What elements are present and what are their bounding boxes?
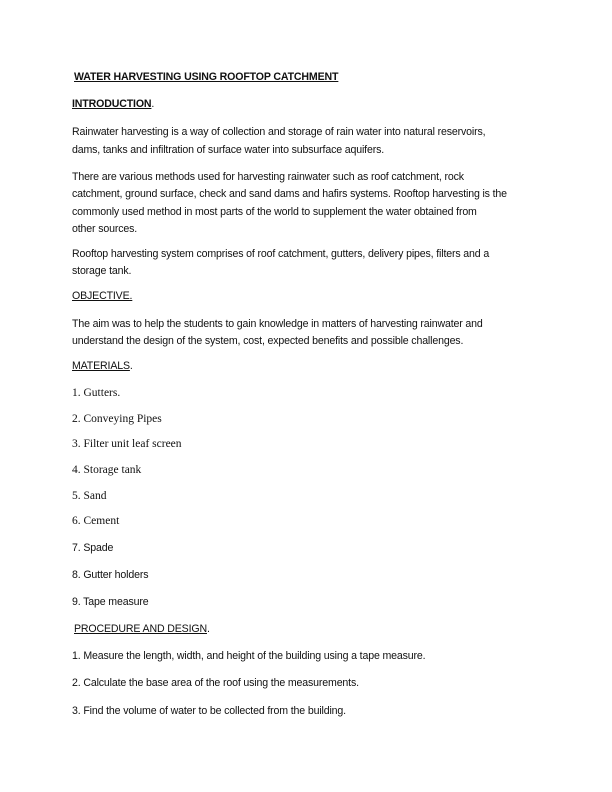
objective-heading: OBJECTIVE. xyxy=(72,290,133,302)
text-line: catchment, ground surface, check and sand dams and hafirs systems. Rooftop harvesting is the xyxy=(72,188,507,201)
intro-paragraph-3 xyxy=(72,246,489,281)
text-line: commonly used method in most parts of the world to supplement the water obtained from xyxy=(72,205,477,218)
material-item: 3. Filter unit leaf screen xyxy=(72,438,182,450)
procedure-step: 2. Calculate the base area of the roof using the measurements. xyxy=(72,677,359,689)
material-item: 8. Gutter holders xyxy=(72,569,149,581)
material-item: 5. Sand xyxy=(72,490,107,502)
material-item: 7. Spade xyxy=(72,542,114,554)
text-line: There are various methods used for harvesting rainwater such as roof catchment, rock xyxy=(72,171,464,183)
procedure-heading xyxy=(74,623,210,636)
materials-heading xyxy=(72,360,133,373)
text-line: Rooftop harvesting system comprises of roof catchment, gutters, delivery pipes, filters and a xyxy=(72,248,490,260)
material-item: 1. Gutters. xyxy=(72,387,121,399)
document-title: WATER HARVESTING USING ROOFTOP CATCHMENT xyxy=(74,71,339,83)
text-line: Rainwater harvesting is a way of collection and storage of rain water into natural reservoirs, xyxy=(72,126,486,138)
material-item: 2. Conveying Pipes xyxy=(72,413,162,425)
text-line: The aim was to help the students to gain knowledge in matters of harvesting rainwater and xyxy=(72,318,483,330)
material-item: 6. Cement xyxy=(72,515,120,527)
heading-period: . xyxy=(151,98,155,110)
procedure-step: 3. Find the volume of water to be collected from the building. xyxy=(72,705,346,717)
objective-paragraph xyxy=(72,316,483,351)
text-line: understand the design of the system, cost, expected benefits and possible challenges. xyxy=(72,335,464,348)
intro-paragraph-2 xyxy=(72,169,507,239)
material-item: 9. Tape measure xyxy=(72,596,149,608)
text-line: storage tank. xyxy=(72,265,132,278)
procedure-step: 1. Measure the length, width, and height of the building using a tape measure. xyxy=(72,650,426,662)
procedure-heading-text: PROCEDURE AND DESIGN xyxy=(74,623,207,635)
material-item: 4. Storage tank xyxy=(72,464,142,476)
materials-heading-text: MATERIALS xyxy=(72,360,130,372)
introduction-heading-text: INTRODUCTION xyxy=(72,98,152,110)
introduction-heading xyxy=(72,98,154,111)
intro-paragraph-1 xyxy=(72,124,485,159)
heading-period: . xyxy=(129,360,133,372)
text-line: dams, tanks and infiltration of surface water into subsurface aquifers. xyxy=(72,143,385,156)
heading-period: . xyxy=(206,623,210,635)
text-line: other sources. xyxy=(72,223,138,236)
